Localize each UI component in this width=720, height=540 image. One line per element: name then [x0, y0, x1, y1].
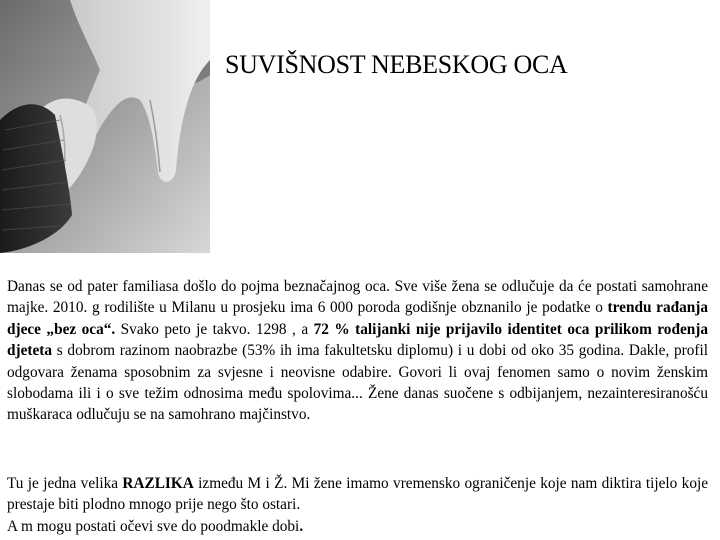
paragraph-1-bold-b: 72 % talijanki nije prijavilo identitet oca prilikom rođenja djeteta: [7, 320, 708, 360]
paragraph-2-bold-b: .: [299, 517, 304, 535]
paragraph-1-text-b: Svako peto je takvo. 1298 , a: [115, 320, 314, 338]
paragraph-2-text-b: između M i Ž. Mi žene imamo vremensko ograničenje koje nam diktira tijelo koje prestaje biti plodno mnogo prije nego što ostari.: [7, 475, 709, 514]
page-title: SUVIŠNOST NEBESKOG OCA: [225, 50, 568, 79]
paragraph-1-text-a: Danas se od pater familiasa došlo do pojma beznačajnog oca. Sve više žena se odlučuje da će postati samohrane majke. 2010. g rodilište u Milanu u prosjeku ima 6 000 poroda godišnje obznanilo je podatke o: [7, 278, 708, 317]
paragraph-2-text-a: Tu je jedna velika: [7, 475, 123, 492]
paragraph-2-bold-a: RAZLIKA: [122, 475, 194, 492]
paragraph-2-last-line: [7, 516, 708, 537]
paragraph-1-bold-a: trendu rađanja djece „bez oca“.: [7, 299, 708, 338]
paragraph-1: [7, 276, 708, 426]
paragraph-2-text-c: A m mogu postati očevi sve do poodmakle dobi: [7, 517, 300, 535]
paragraph-1-text-c: s dobrom razinom naobrazbe (53% ih ima fakultetsku diplomu) i u dobi od oko 35 godina. Dakle, profil odgovara ženama sposobnim za svjesne i neovisne odabire. Govori li ovaj fenomen samo o novim ženskim slobodama ili i o sve težim odnosima među spolovima... Žene danas suočene s odbijanjem, nezainteresiranošću muškaraca odlučuju se na samohrano majčinstvo.: [7, 342, 708, 424]
paragraph-2: [7, 473, 708, 537]
hands-photo: [0, 0, 210, 253]
